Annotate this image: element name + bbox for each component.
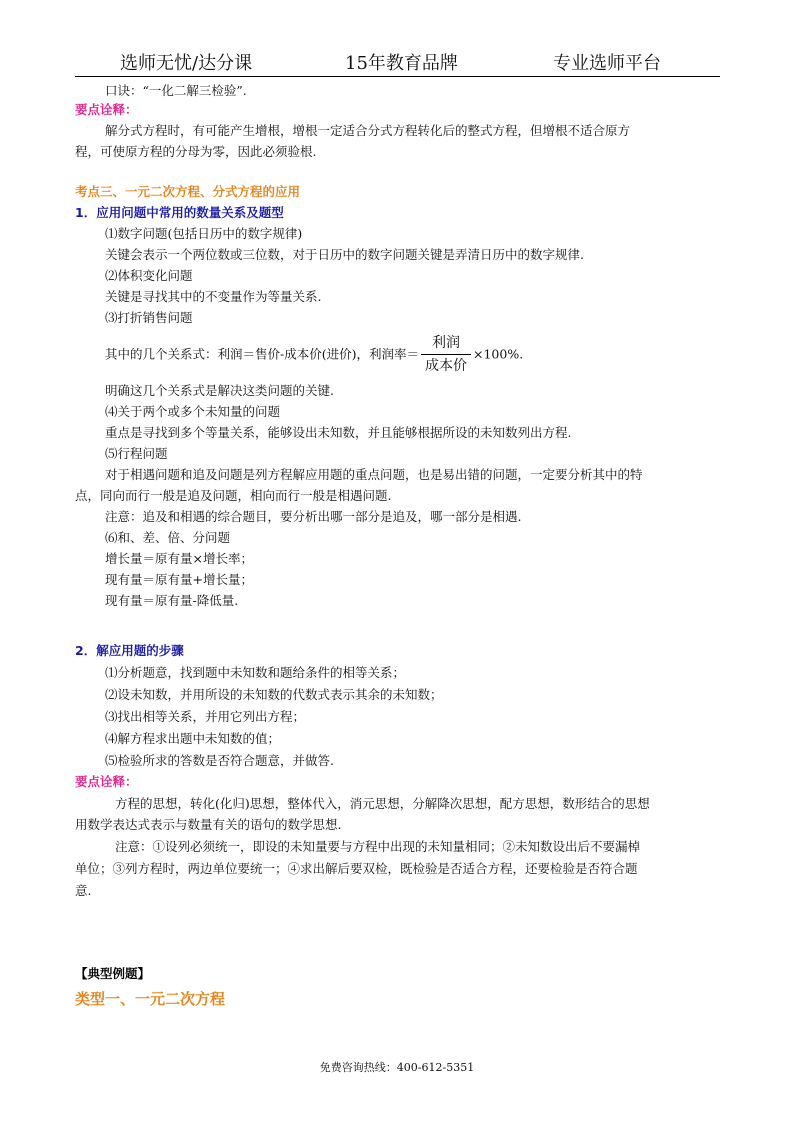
header-center: 15年教育品牌 <box>345 53 458 74</box>
key-note-title: 要点诠释： <box>75 102 138 117</box>
section-heading: 考点三、一元二次方程、分式方程的应用 <box>75 184 301 199</box>
step-item: ⑴分析题意，找到题中未知数和题给条件的相等关系； <box>105 665 406 680</box>
fraction <box>421 332 471 377</box>
step-item: ⑷解方程求出题中未知数的值； <box>105 731 281 746</box>
fraction-numerator: 利润 <box>421 332 471 355</box>
mnemonic: 口诀：“一化二解三检验”. <box>105 83 247 98</box>
paragraph: 单位；③列方程时，两边单位要统一；④求出解后要双检，既检验是否适合方程，还要检验是否符合题 <box>75 861 638 876</box>
list-item: ⑷关于两个或多个未知量的问题 <box>105 404 281 419</box>
header-left: 选师无忧/达分课 <box>120 53 253 74</box>
paragraph: 方程的思想，转化(化归)思想，整体代入，消元思想，分解降次思想，配方思想，数形结合的思想 <box>115 796 650 811</box>
formula: 增长量＝原有量×增长率； <box>105 551 253 566</box>
type-heading: 类型一、一元二次方程 <box>75 990 226 1008</box>
paragraph: 关键会表示一个两位数或三位数，对于日历中的数字问题关键是弄清日历中的数字规律. <box>105 247 584 262</box>
paragraph: 用数学表达式表示与数量有关的语句的数学思想. <box>75 817 342 832</box>
paragraph: 对于相遇问题和追及问题是列方程解应用题的重点问题，也是易出错的问题，一定要分析其中的特 <box>105 467 643 482</box>
list-item: ⑵体积变化问题 <box>105 268 193 283</box>
formula: 现有量＝原有量+增长量； <box>105 572 253 587</box>
formula-prefix: 其中的几个关系式：利润＝售价-成本价(进价)，利润率＝ <box>105 346 419 362</box>
key-note-title: 要点诠释： <box>75 774 138 789</box>
page-footer: 免费咨询热线：400-612-5351 <box>319 1061 475 1074</box>
list-item: ⑹和、差、倍、分问题 <box>105 530 231 545</box>
formula: 现有量＝原有量-降低量. <box>105 593 239 608</box>
subsection-heading: 2．解应用题的步骤 <box>75 643 184 658</box>
paragraph: 明确这几个关系式是解决这类问题的关键. <box>105 383 334 398</box>
list-item: ⑴数字问题(包括日历中的数字规律) <box>105 226 303 241</box>
subsection-heading: 1．应用问题中常用的数量关系及题型 <box>75 205 284 220</box>
header-right: 专业选师平台 <box>553 53 661 74</box>
list-item: ⑸行程问题 <box>105 446 168 461</box>
paragraph: 注意：追及和相遇的综合题目，要分析出哪一部分是追及，哪一部分是相遇. <box>105 509 522 524</box>
paragraph: 点，同向而行一般是追及问题，相向而行一般是相遇问题. <box>75 488 392 503</box>
paragraph: 注意：①设列必须统一，即设的未知量要与方程中出现的未知量相同；②未知数设出后不要漏棹 <box>115 839 641 854</box>
paragraph: 重点是寻找到多个等量关系，能够设出未知数，并且能够根据所设的未知数列出方程. <box>105 425 572 440</box>
paragraph: 意. <box>75 883 92 898</box>
page-header <box>75 44 720 77</box>
step-item: ⑶找出相等关系，并用它列出方程； <box>105 709 306 724</box>
examples-heading: 【典型例题】 <box>75 966 151 981</box>
formula-line <box>105 332 523 377</box>
formula-suffix: ×100%. <box>472 346 524 362</box>
step-item: ⑵设未知数，并用所设的未知数的代数式表示其余的未知数； <box>105 687 443 702</box>
fraction-denominator: 成本价 <box>424 358 467 374</box>
list-item: ⑶打折销售问题 <box>105 310 193 325</box>
step-item: ⑸检验所求的答数是否符合题意，并做答. <box>105 753 334 768</box>
paragraph: 解分式方程时，有可能产生增根，增根一定适合分式方程转化后的整式方程，但增根不适合原方 <box>105 123 631 138</box>
paragraph: 程，可使原方程的分母为零，因此必须验根. <box>75 144 317 159</box>
paragraph: 关键是寻找其中的不变量作为等量关系. <box>105 289 322 304</box>
